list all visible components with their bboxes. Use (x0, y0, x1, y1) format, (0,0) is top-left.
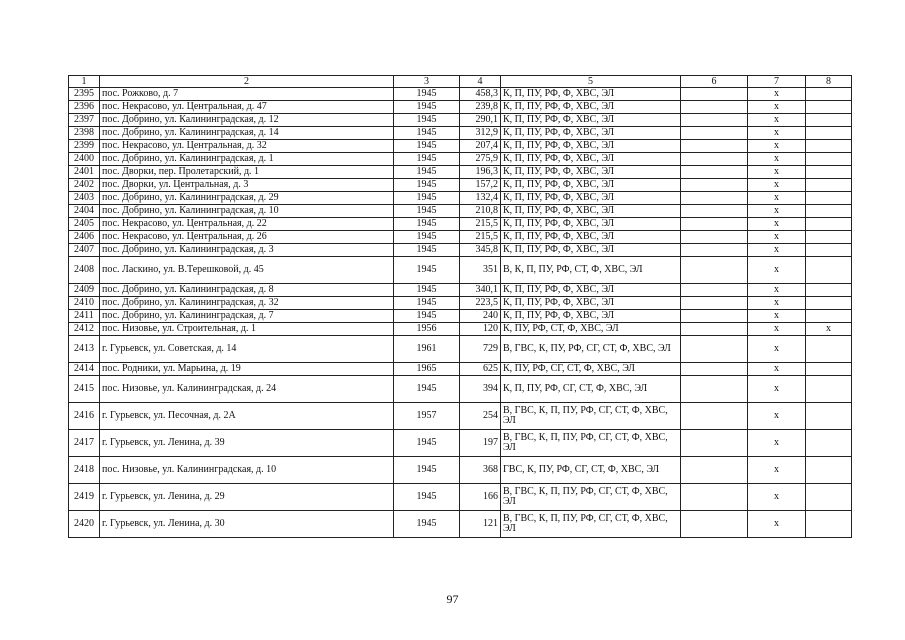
col7-cell: х (748, 403, 806, 430)
col7-cell: х (748, 179, 806, 192)
col8-cell (806, 192, 852, 205)
address-cell: пос. Добрино, ул. Калининградская, д. 3 (100, 244, 394, 257)
area-cell: 239,8 (460, 101, 501, 114)
col-header-7: 7 (748, 76, 806, 88)
address-cell: пос. Низовье, ул. Строительная, д. 1 (100, 323, 394, 336)
utilities-cell: К, П, ПУ, РФ, Ф, ХВС, ЭЛ (501, 153, 681, 166)
col6-cell (681, 297, 748, 310)
col6-cell (681, 231, 748, 244)
col-header-3: 3 (394, 76, 460, 88)
utilities-cell: В, ГВС, К, ПУ, РФ, СГ, СТ, Ф, ХВС, ЭЛ (501, 336, 681, 363)
utilities-cell: К, П, ПУ, РФ, Ф, ХВС, ЭЛ (501, 166, 681, 179)
address-cell: пос. Родники, ул. Марьина, д. 19 (100, 363, 394, 376)
year-cell: 1945 (394, 310, 460, 323)
utilities-cell: К, П, ПУ, РФ, Ф, ХВС, ЭЛ (501, 179, 681, 192)
year-cell: 1945 (394, 205, 460, 218)
col8-cell (806, 153, 852, 166)
col6-cell (681, 457, 748, 484)
area-cell: 223,5 (460, 297, 501, 310)
year-cell: 1945 (394, 101, 460, 114)
col-header-4: 4 (460, 76, 501, 88)
address-cell: пос. Дворки, пер. Пролетарский, д. 1 (100, 166, 394, 179)
col6-cell (681, 244, 748, 257)
table-row (69, 140, 852, 153)
col8-cell (806, 127, 852, 140)
year-cell: 1945 (394, 192, 460, 205)
address-cell: пос. Некрасово, ул. Центральная, д. 22 (100, 218, 394, 231)
row-number: 2415 (69, 376, 100, 403)
area-cell: 210,8 (460, 205, 501, 218)
col7-cell: х (748, 205, 806, 218)
table-row (69, 310, 852, 323)
year-cell: 1945 (394, 179, 460, 192)
utilities-cell: К, П, ПУ, РФ, Ф, ХВС, ЭЛ (501, 297, 681, 310)
col7-cell: х (748, 88, 806, 101)
col6-cell (681, 484, 748, 511)
col7-cell: х (748, 297, 806, 310)
utilities-cell: К, П, ПУ, РФ, Ф, ХВС, ЭЛ (501, 231, 681, 244)
col7-cell: х (748, 218, 806, 231)
col7-cell: х (748, 284, 806, 297)
row-number: 2403 (69, 192, 100, 205)
col7-cell: х (748, 231, 806, 244)
year-cell: 1945 (394, 484, 460, 511)
area-cell: 120 (460, 323, 501, 336)
table-row (69, 179, 852, 192)
area-cell: 458,3 (460, 88, 501, 101)
col6-cell (681, 363, 748, 376)
area-cell: 368 (460, 457, 501, 484)
utilities-cell: К, П, ПУ, РФ, СГ, СТ, Ф, ХВС, ЭЛ (501, 376, 681, 403)
col6-cell (681, 376, 748, 403)
col7-cell: х (748, 192, 806, 205)
table-row (69, 114, 852, 127)
col8-cell (806, 363, 852, 376)
table-row (69, 457, 852, 484)
table-row (69, 363, 852, 376)
row-number: 2406 (69, 231, 100, 244)
area-cell: 207,4 (460, 140, 501, 153)
address-cell: пос. Добрино, ул. Калининградская, д. 29 (100, 192, 394, 205)
address-cell: пос. Ласкино, ул. В.Терешковой, д. 45 (100, 257, 394, 284)
col8-cell (806, 457, 852, 484)
col6-cell (681, 127, 748, 140)
col8-cell (806, 218, 852, 231)
table-row (69, 218, 852, 231)
col8-cell (806, 88, 852, 101)
col8-cell: х (806, 323, 852, 336)
year-cell: 1945 (394, 257, 460, 284)
row-number: 2401 (69, 166, 100, 179)
col6-cell (681, 192, 748, 205)
area-cell: 240 (460, 310, 501, 323)
col8-cell (806, 140, 852, 153)
col6-cell (681, 166, 748, 179)
col6-cell (681, 284, 748, 297)
year-cell: 1957 (394, 403, 460, 430)
area-cell: 196,3 (460, 166, 501, 179)
area-cell: 254 (460, 403, 501, 430)
row-number: 2419 (69, 484, 100, 511)
row-number: 2420 (69, 511, 100, 538)
row-number: 2414 (69, 363, 100, 376)
area-cell: 290,1 (460, 114, 501, 127)
address-cell: г. Гурьевск, ул. Ленина, д. 29 (100, 484, 394, 511)
table-row (69, 376, 852, 403)
row-number: 2411 (69, 310, 100, 323)
row-number: 2395 (69, 88, 100, 101)
table-row (69, 88, 852, 101)
address-cell: пос. Низовье, ул. Калининградская, д. 24 (100, 376, 394, 403)
housing-register-table (68, 75, 852, 538)
table-row (69, 192, 852, 205)
row-number: 2396 (69, 101, 100, 114)
row-number: 2407 (69, 244, 100, 257)
col8-cell (806, 310, 852, 323)
year-cell: 1945 (394, 430, 460, 457)
year-cell: 1945 (394, 297, 460, 310)
row-number: 2398 (69, 127, 100, 140)
col8-cell (806, 166, 852, 179)
col7-cell: х (748, 140, 806, 153)
table-row (69, 205, 852, 218)
table-row (69, 257, 852, 284)
col6-cell (681, 310, 748, 323)
col8-cell (806, 376, 852, 403)
col8-cell (806, 205, 852, 218)
address-cell: пос. Добрино, ул. Калининградская, д. 12 (100, 114, 394, 127)
col8-cell (806, 297, 852, 310)
row-number: 2412 (69, 323, 100, 336)
year-cell: 1945 (394, 457, 460, 484)
utilities-cell: К, П, ПУ, РФ, Ф, ХВС, ЭЛ (501, 127, 681, 140)
row-number: 2402 (69, 179, 100, 192)
col7-cell: х (748, 323, 806, 336)
year-cell: 1945 (394, 140, 460, 153)
utilities-cell: В, ГВС, К, П, ПУ, РФ, СГ, СТ, Ф, ХВС, ЭЛ (501, 484, 681, 511)
col6-cell (681, 140, 748, 153)
row-number: 2397 (69, 114, 100, 127)
table-row (69, 511, 852, 538)
address-cell: пос. Добрино, ул. Калининградская, д. 1 (100, 153, 394, 166)
year-cell: 1965 (394, 363, 460, 376)
utilities-cell: К, П, ПУ, РФ, Ф, ХВС, ЭЛ (501, 205, 681, 218)
area-cell: 394 (460, 376, 501, 403)
col6-cell (681, 403, 748, 430)
year-cell: 1945 (394, 127, 460, 140)
row-number: 2416 (69, 403, 100, 430)
col6-cell (681, 101, 748, 114)
col7-cell: х (748, 511, 806, 538)
col6-cell (681, 323, 748, 336)
utilities-cell: К, П, ПУ, РФ, Ф, ХВС, ЭЛ (501, 218, 681, 231)
table-body (69, 88, 852, 538)
col6-cell (681, 205, 748, 218)
utilities-cell: К, П, ПУ, РФ, Ф, ХВС, ЭЛ (501, 101, 681, 114)
table-row (69, 323, 852, 336)
year-cell: 1945 (394, 218, 460, 231)
row-number: 2417 (69, 430, 100, 457)
utilities-cell: К, П, ПУ, РФ, Ф, ХВС, ЭЛ (501, 192, 681, 205)
col8-cell (806, 336, 852, 363)
year-cell: 1945 (394, 376, 460, 403)
area-cell: 340,1 (460, 284, 501, 297)
address-cell: пос. Добрино, ул. Калининградская, д. 10 (100, 205, 394, 218)
year-cell: 1945 (394, 88, 460, 101)
col8-cell (806, 114, 852, 127)
col6-cell (681, 88, 748, 101)
table-row (69, 297, 852, 310)
col7-cell: х (748, 257, 806, 284)
year-cell: 1945 (394, 231, 460, 244)
utilities-cell: К, П, ПУ, РФ, Ф, ХВС, ЭЛ (501, 140, 681, 153)
col8-cell (806, 484, 852, 511)
col8-cell (806, 231, 852, 244)
col-header-2: 2 (100, 76, 394, 88)
table-row (69, 231, 852, 244)
utilities-cell: К, ПУ, РФ, СТ, Ф, ХВС, ЭЛ (501, 323, 681, 336)
table-row (69, 403, 852, 430)
area-cell: 121 (460, 511, 501, 538)
header-row (69, 76, 852, 88)
utilities-cell: ГВС, К, ПУ, РФ, СГ, СТ, Ф, ХВС, ЭЛ (501, 457, 681, 484)
col8-cell (806, 101, 852, 114)
col8-cell (806, 244, 852, 257)
area-cell: 345,8 (460, 244, 501, 257)
area-cell: 215,5 (460, 231, 501, 244)
col7-cell: х (748, 336, 806, 363)
address-cell: пос. Некрасово, ул. Центральная, д. 47 (100, 101, 394, 114)
address-cell: пос. Некрасово, ул. Центральная, д. 32 (100, 140, 394, 153)
area-cell: 132,4 (460, 192, 501, 205)
col7-cell: х (748, 363, 806, 376)
table-row (69, 127, 852, 140)
row-number: 2408 (69, 257, 100, 284)
utilities-cell: К, П, ПУ, РФ, Ф, ХВС, ЭЛ (501, 114, 681, 127)
area-cell: 351 (460, 257, 501, 284)
year-cell: 1945 (394, 284, 460, 297)
col8-cell (806, 511, 852, 538)
col6-cell (681, 153, 748, 166)
area-cell: 197 (460, 430, 501, 457)
col7-cell: х (748, 457, 806, 484)
col-header-5: 5 (501, 76, 681, 88)
col6-cell (681, 179, 748, 192)
address-cell: пос. Добрино, ул. Калининградская, д. 8 (100, 284, 394, 297)
row-number: 2405 (69, 218, 100, 231)
col7-cell: х (748, 310, 806, 323)
address-cell: пос. Добрино, ул. Калининградская, д. 14 (100, 127, 394, 140)
col8-cell (806, 257, 852, 284)
utilities-cell: В, ГВС, К, П, ПУ, РФ, СГ, СТ, Ф, ХВС, ЭЛ (501, 403, 681, 430)
utilities-cell: В, К, П, ПУ, РФ, СТ, Ф, ХВС, ЭЛ (501, 257, 681, 284)
table-row (69, 284, 852, 297)
year-cell: 1945 (394, 153, 460, 166)
row-number: 2413 (69, 336, 100, 363)
table-row (69, 166, 852, 179)
utilities-cell: К, П, ПУ, РФ, Ф, ХВС, ЭЛ (501, 88, 681, 101)
address-cell: пос. Низовье, ул. Калининградская, д. 10 (100, 457, 394, 484)
col7-cell: х (748, 430, 806, 457)
col6-cell (681, 218, 748, 231)
area-cell: 275,9 (460, 153, 501, 166)
address-cell: г. Гурьевск, ул. Песочная, д. 2А (100, 403, 394, 430)
address-cell: пос. Добрино, ул. Калининградская, д. 32 (100, 297, 394, 310)
col8-cell (806, 179, 852, 192)
row-number: 2409 (69, 284, 100, 297)
utilities-cell: В, ГВС, К, П, ПУ, РФ, СГ, СТ, Ф, ХВС, ЭЛ (501, 430, 681, 457)
address-cell: пос. Добрино, ул. Калининградская, д. 7 (100, 310, 394, 323)
table-row (69, 336, 852, 363)
area-cell: 157,2 (460, 179, 501, 192)
address-cell: пос. Некрасово, ул. Центральная, д. 26 (100, 231, 394, 244)
area-cell: 625 (460, 363, 501, 376)
row-number: 2410 (69, 297, 100, 310)
year-cell: 1945 (394, 511, 460, 538)
table-row (69, 153, 852, 166)
utilities-cell: В, ГВС, К, П, ПУ, РФ, СГ, СТ, Ф, ХВС, ЭЛ (501, 511, 681, 538)
col7-cell: х (748, 101, 806, 114)
row-number: 2418 (69, 457, 100, 484)
year-cell: 1961 (394, 336, 460, 363)
col8-cell (806, 403, 852, 430)
address-cell: г. Гурьевск, ул. Ленина, д. 30 (100, 511, 394, 538)
address-cell: пос. Дворки, ул. Центральная, д. 3 (100, 179, 394, 192)
address-cell: г. Гурьевск, ул. Советская, д. 14 (100, 336, 394, 363)
table-row (69, 430, 852, 457)
utilities-cell: К, П, ПУ, РФ, Ф, ХВС, ЭЛ (501, 244, 681, 257)
address-cell: пос. Рожково, д. 7 (100, 88, 394, 101)
area-cell: 215,5 (460, 218, 501, 231)
area-cell: 729 (460, 336, 501, 363)
col7-cell: х (748, 166, 806, 179)
year-cell: 1945 (394, 244, 460, 257)
col-header-1: 1 (69, 76, 100, 88)
table-row (69, 101, 852, 114)
col7-cell: х (748, 153, 806, 166)
col6-cell (681, 336, 748, 363)
row-number: 2399 (69, 140, 100, 153)
col7-cell: х (748, 244, 806, 257)
col7-cell: х (748, 114, 806, 127)
col7-cell: х (748, 376, 806, 403)
year-cell: 1945 (394, 114, 460, 127)
utilities-cell: К, П, ПУ, РФ, Ф, ХВС, ЭЛ (501, 310, 681, 323)
col6-cell (681, 114, 748, 127)
page-number: 97 (446, 592, 459, 606)
year-cell: 1945 (394, 166, 460, 179)
utilities-cell: К, П, ПУ, РФ, Ф, ХВС, ЭЛ (501, 284, 681, 297)
utilities-cell: К, ПУ, РФ, СГ, СТ, Ф, ХВС, ЭЛ (501, 363, 681, 376)
row-number: 2404 (69, 205, 100, 218)
col-header-8: 8 (806, 76, 852, 88)
col7-cell: х (748, 484, 806, 511)
col6-cell (681, 511, 748, 538)
col-header-6: 6 (681, 76, 748, 88)
area-cell: 312,9 (460, 127, 501, 140)
table-row (69, 244, 852, 257)
col6-cell (681, 257, 748, 284)
col8-cell (806, 284, 852, 297)
address-cell: г. Гурьевск, ул. Ленина, д. 39 (100, 430, 394, 457)
area-cell: 166 (460, 484, 501, 511)
col7-cell: х (748, 127, 806, 140)
table-row (69, 484, 852, 511)
year-cell: 1956 (394, 323, 460, 336)
col6-cell (681, 430, 748, 457)
row-number: 2400 (69, 153, 100, 166)
col8-cell (806, 430, 852, 457)
